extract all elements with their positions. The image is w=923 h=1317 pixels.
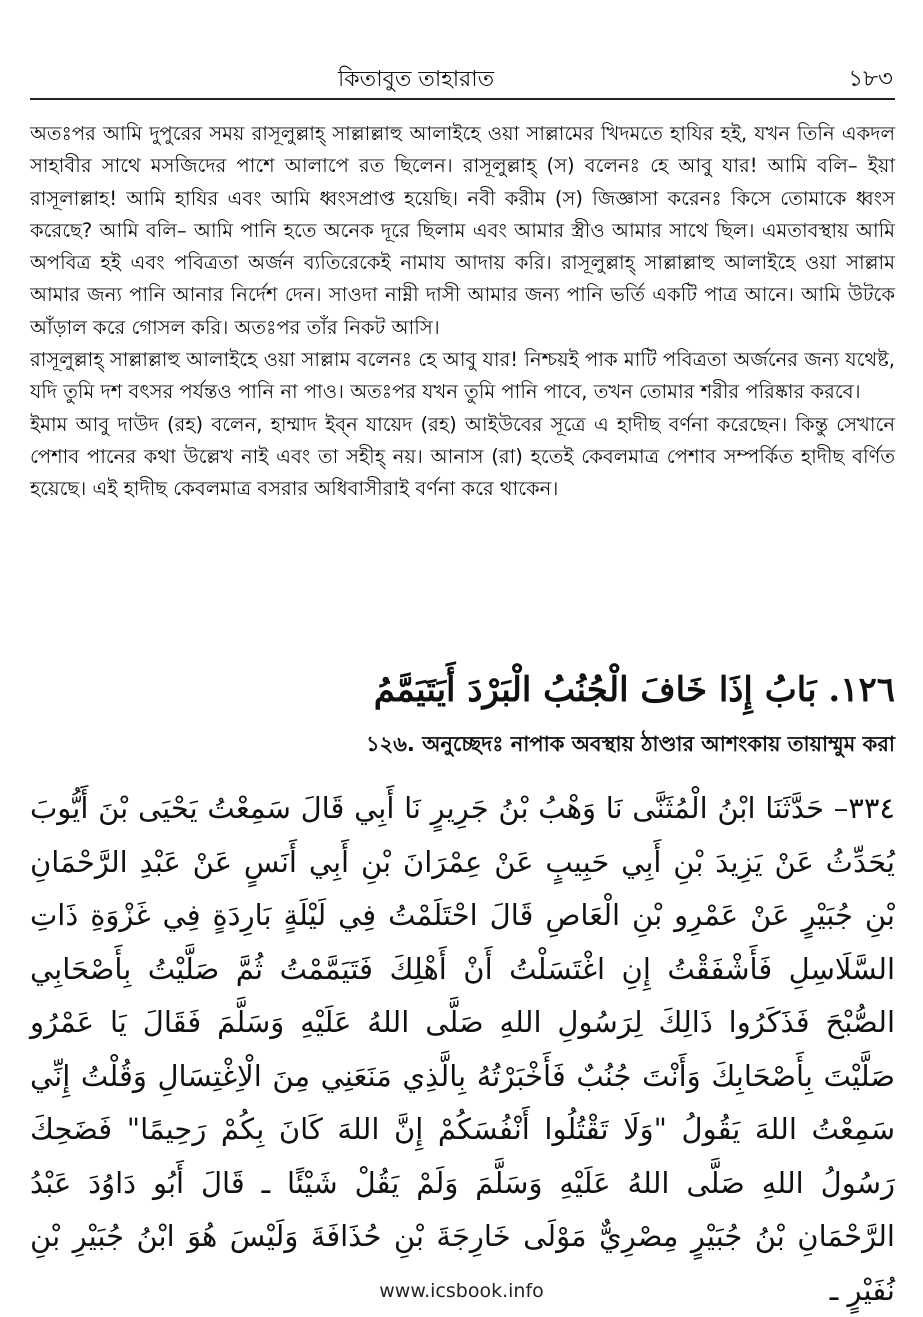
paragraph: অতঃপর আমি দুপুরের সময় রাসূলুল্লাহ্‌ সাল্লাল্লাহু আলাইহে ওয়া সাল্লামের খিদমতে হাযির হই, যখন তিনি একদল সাহাবীর সাথে মসজিদের পাশে আলাপে রত ছিলেন। রাসূলুল্লাহ্‌ (স) বলেনঃ হে আবু যার! আমি বলি– ইয়া রাসূলাল্লাহ! আমি হাযির এবং আমি ধ্বংসপ্রাপ্ত হয়েছি। নবী করীম (স) জিজ্ঞাসা করেনঃ কিসে তোমাকে ধ্বংস করেছে? আমি বলি– আমি পানি হতে অনেক দূরে ছিলাম এবং আমার স্ত্রীও আমার সাথে ছিল। এমতাবস্থায় আমি অপবিত্র হই এবং পবিত্রতা অর্জন ব্যতিরেকেই নামায আদায় করি। রাসূলুল্লাহ্‌ সাল্লাল্লাহু আলাইহে ওয়া সাল্লাম আমার জন্য পানি আনার নির্দেশ দেন। সাওদা নাম্নী দাসী আমার জন্য পানি ভর্তি একটি পাত্র আনে। আমি উটকে আঁড়াল করে গোসল করি। অতঃপর তাঁর নিকট আসি। xyxy=(30,122,895,339)
running-title: কিতাবুত তাহারাত xyxy=(338,67,495,92)
footer-url: www.icsbook.info xyxy=(379,1280,544,1302)
header-rule xyxy=(30,98,895,100)
paragraph: রাসূলুল্লাহ্‌ সাল্লাল্লাহু আলাইহে ওয়া সাল্লাম বলেনঃ হে আবু যার! নিশ্চয়ই পাক মাটি পবিত্রতা অর্জনের জন্য যথেষ্ট, যদি তুমি দশ বৎসর পর্যন্তও পানি না পাও। অতঃপর যখন তুমি পানি পাবে, তখন তোমার শরীর পরিষ্কার করবে। xyxy=(30,348,895,404)
page-number: ১৮৩ xyxy=(848,66,893,92)
hadith-arabic-text: ٣٣٤– حَدَّثَنَا ابْنُ الْمُثَنَّى نَا وَهْبُ بْنُ جَرِيرٍ نَا أَبِي قَالَ سَمِعْتُ يَحْيَى بْنَ أَيُّوبَ يُحَدِّثُ عَنْ يَزِيدَ بْنِ أَبِي حَبِيبٍ عَنْ عِمْرَانَ بْنِ أَبِي أَنَسٍ عَنْ عَبْدِ الرَّحْمَانِ بْنِ جُبَيْرٍ عَنْ عَمْرِو بْنِ الْعَاصِ قَالَ احْتَلَمْتُ فِي لَيْلَةٍ بَارِدَةٍ فِي غَزْوَةِ ذَاتِ السَّلَاسِلِ فَأَشْفَقْتُ إِنِ اغْتَسَلْتُ أَنْ أَهْلِكَ فَتَيَمَّمْتُ ثُمَّ صَلَّيْتُ بِأَصْحَابِي الصُّبْحَ فَذَكَرُوا ذَالِكَ لِرَسُولِ اللهِ صَلَّى اللهُ عَلَيْهِ وَسَلَّمَ فَقَالَ يَا عَمْرُو صَلَّيْتَ بِأَصْحَابِكَ وَأَنْتَ جُنُبٌ فَأَخْبَرْتُهُ بِالَّذِي مَنَعَنِي مِنَ الْاِغْتِسَالِ وَقُلْتُ إِنِّي سَمِعْتُ اللهَ يَقُولُ "وَلَا تَقْتُلُوا أَنْفُسَكُمْ إِنَّ اللهَ كَانَ بِكُمْ رَحِيمًا" فَضَحِكَ رَسُولُ اللهِ صَلَّى اللهُ عَلَيْهِ وَسَلَّمَ وَلَمْ يَقُلْ شَيْئًا ـ قَالَ أَبُو دَاوُدَ عَبْدُ الرَّحْمَانِ بْنُ جُبَيْرٍ مِصْرِيٌّ مَوْلَى خَارِجَةَ بْنِ حُذَافَةَ وَلَيْسَ هُوَ ابْنُ جُبَيْرِ بْنِ نُفَيْرٍ ـ xyxy=(30,791,895,1307)
page-header xyxy=(0,40,923,90)
paragraph: ইমাম আবু দাউদ (রহ) বলেন, হাম্মাদ ইব্‌ন যায়েদ (রহ) আইউবের সূত্রে এ হাদীছ বর্ণনা করেছেন। কিন্তু সেখানে পেশাব পানের কথা উল্লেখ নাই এবং তা সহীহ্‌ নয়। আনাস (রা) হতেই কেবলমাত্র পেশাব সম্পর্কিত হাদীছ বর্ণিত হয়েছে। এই হাদীছ কেবলমাত্র বসরার অধিবাসীরাই বর্ণনা করে থাকেন। xyxy=(30,412,895,501)
bengali-text-block xyxy=(30,118,895,506)
chapter-heading-bengali: ১২৬. অনুচ্ছেদঃ নাপাক অবস্থায় ঠাণ্ডার আশংকায় তায়াম্মুম করা xyxy=(365,732,895,756)
chapter-heading-arabic: ١٢٦. بَابُ إِذَا خَافَ الْجُنُبُ الْبَرْدَ أَيَتَيَمَّمُ xyxy=(373,670,895,710)
